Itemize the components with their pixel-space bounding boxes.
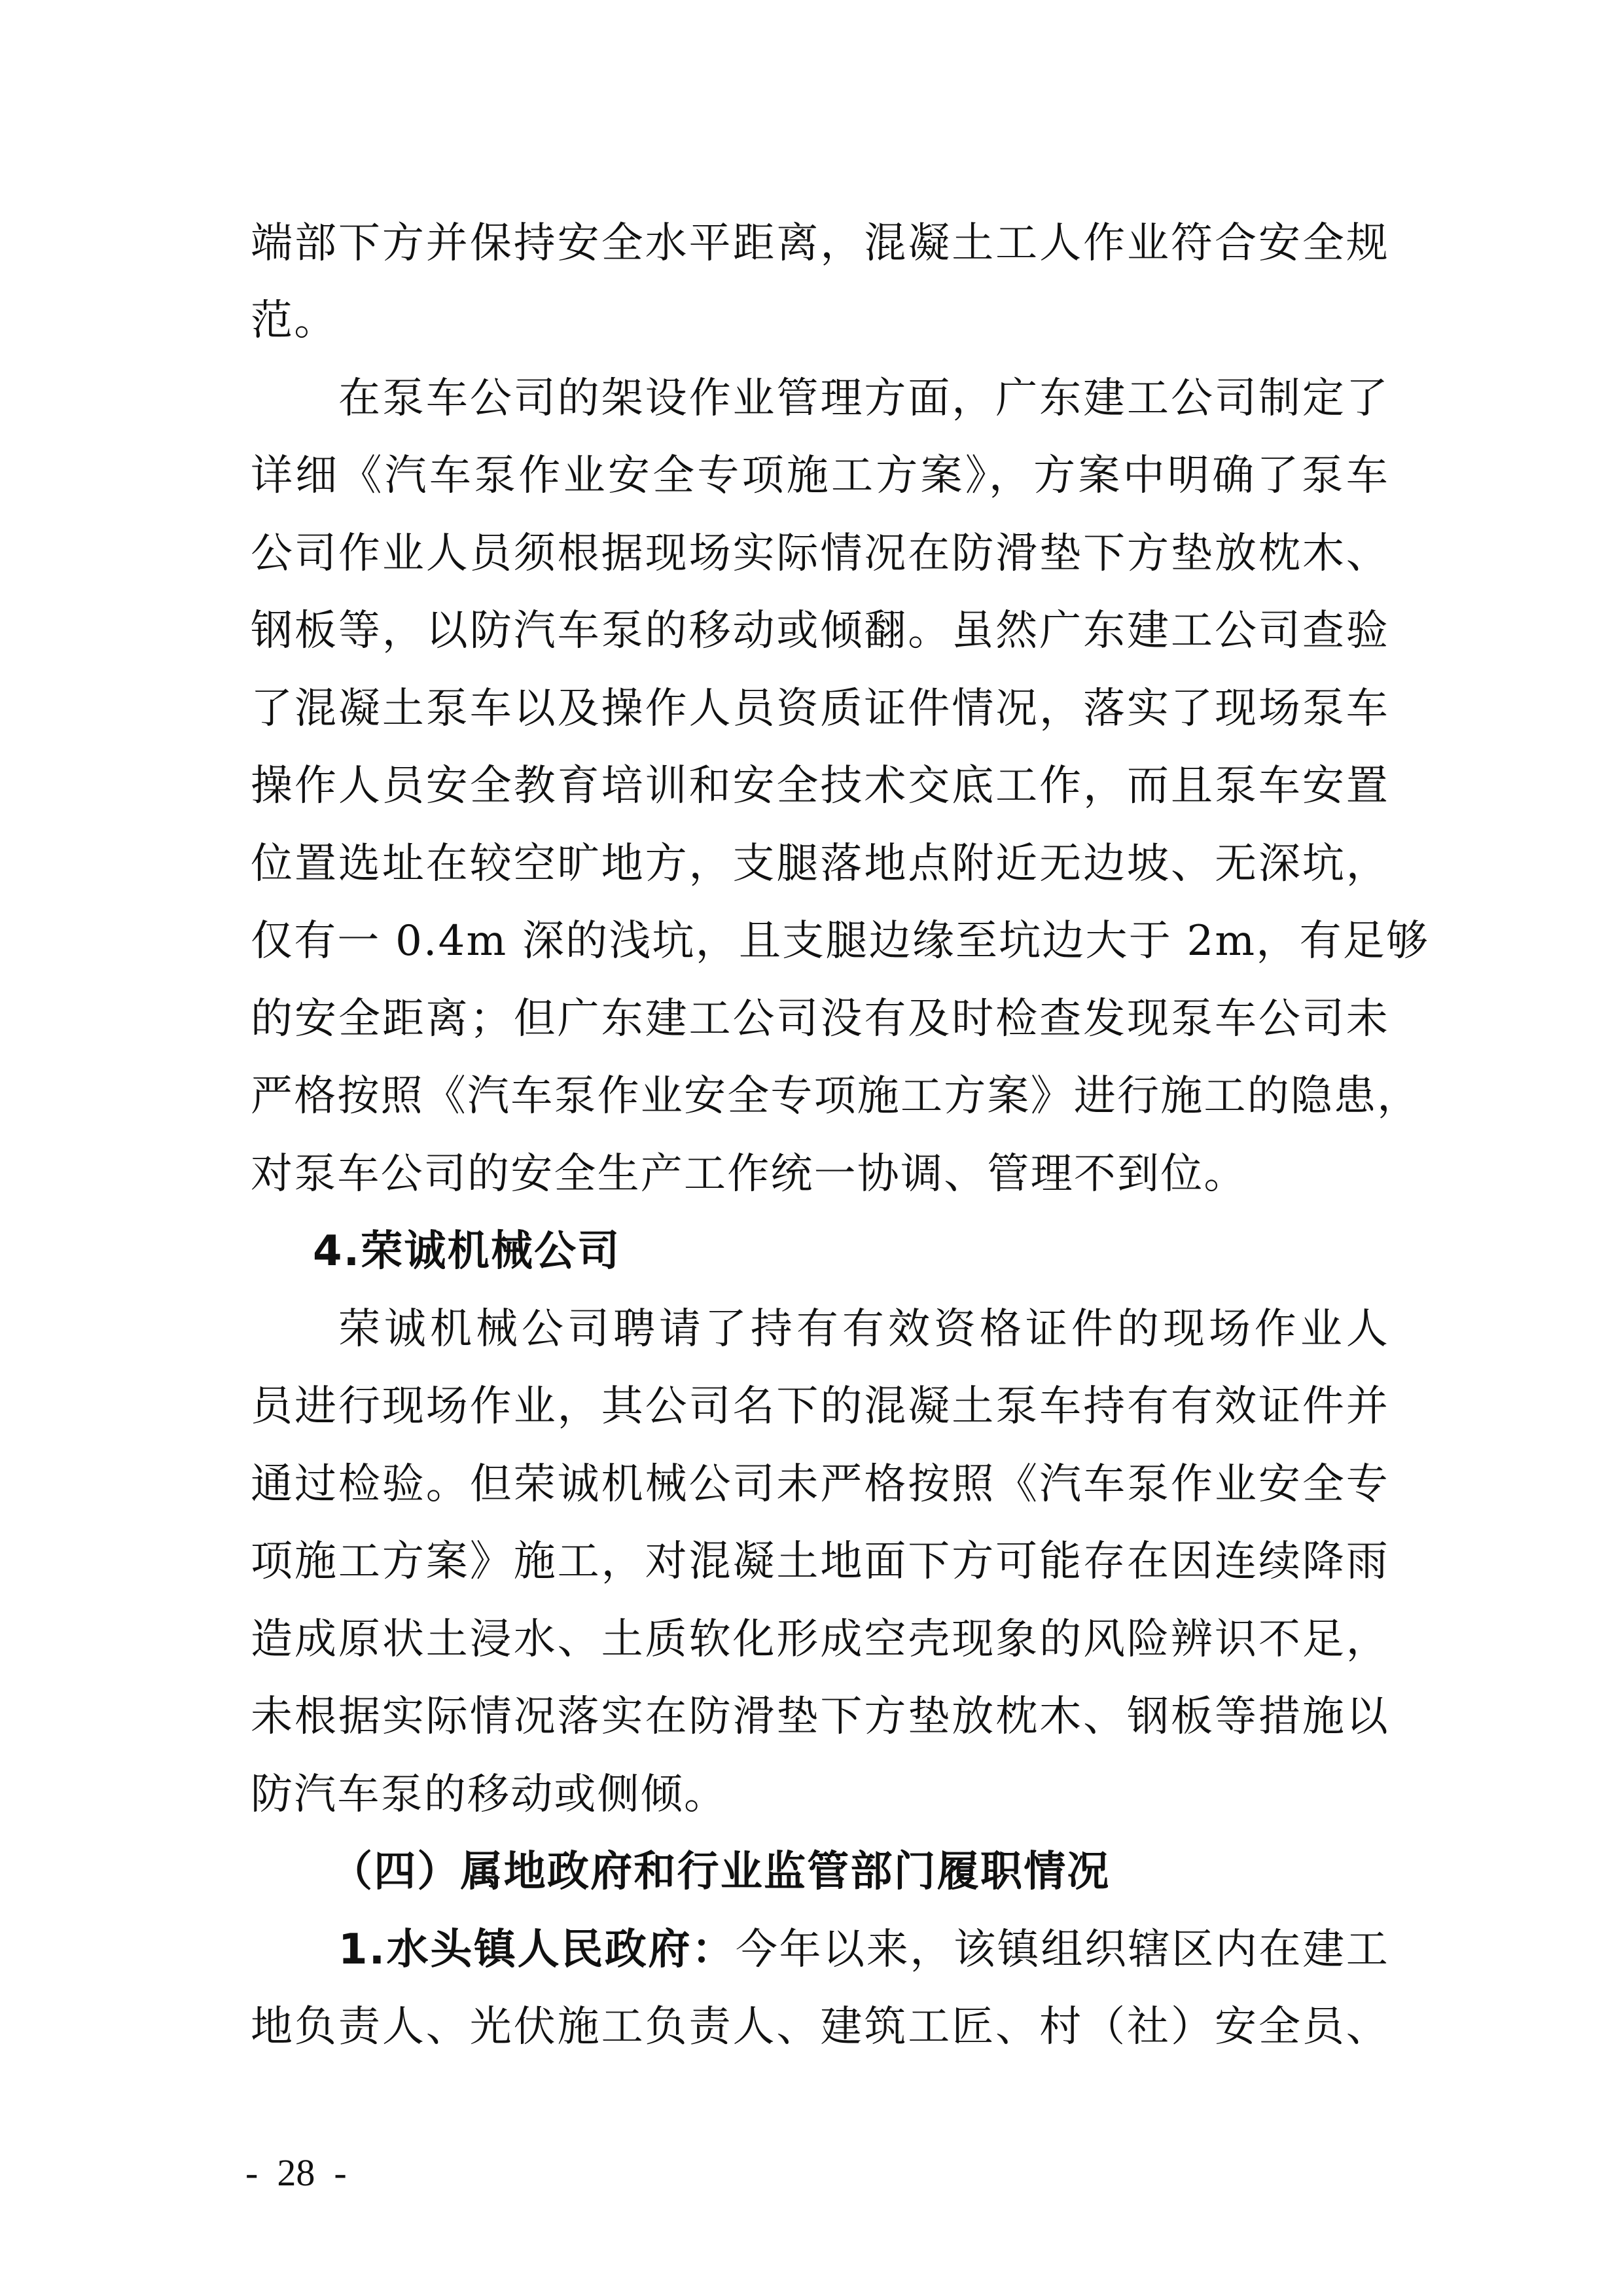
- paragraph-line: [338, 1924, 1389, 1976]
- paragraph-line: 的安全距离；但广东建工公司没有及时检查发现泵车公司未: [251, 995, 1389, 1043]
- paragraph-line: 公司作业人员须根据现场实际情况在防滑垫下方垫放枕木、: [251, 529, 1389, 578]
- section-heading: （四）属地政府和行业监管部门履职情况: [330, 1848, 1111, 1896]
- paragraph-line: 严格按照《汽车泵作业安全专项施工方案》进行施工的隐患，: [251, 1072, 1421, 1121]
- paragraph-line: 未根据实际情况落实在防滑垫下方垫放枕木、钢板等措施以: [251, 1693, 1389, 1741]
- paragraph-lead: 1.水头镇人民政府：: [338, 1926, 736, 1974]
- subsection-heading: 4.荣诚机械公司: [313, 1227, 621, 1276]
- paragraph-line: 防汽车泵的移动或侧倾。: [251, 1770, 728, 1819]
- paragraph-line: 荣诚机械公司聘请了持有有效资格证件的现场作业人: [338, 1305, 1389, 1354]
- paragraph-line: 在泵车公司的架设作业管理方面，广东建工公司制定了: [338, 374, 1389, 423]
- paragraph-line: 项施工方案》施工，对混凝土地面下方可能存在因连续降雨: [251, 1537, 1389, 1586]
- paragraph-line: 对泵车公司的安全生产工作统一协调、管理不到位。: [251, 1150, 1247, 1198]
- paragraph-line: 钢板等，以防汽车泵的移动或倾翻。虽然广东建工公司查验: [251, 607, 1389, 655]
- paragraph-text: 今年以来，该镇组织辖区内在建工: [735, 1926, 1390, 1974]
- paragraph-line: 操作人员安全教育培训和安全技术交底工作，而且泵车安置: [251, 762, 1389, 810]
- paragraph-line: 位置选址在较空旷地方，支腿落地点附近无边坡、无深坑，: [251, 840, 1389, 888]
- paragraph-line: 范。: [251, 296, 338, 345]
- paragraph-line: 通过检验。但荣诚机械公司未严格按照《汽车泵作业安全专: [251, 1460, 1389, 1509]
- paragraph-line: 造成原状土浸水、土质软化形成空壳现象的风险辨识不足，: [251, 1615, 1389, 1664]
- paragraph-line: 员进行现场作业，其公司名下的混凝土泵车持有有效证件并: [251, 1382, 1389, 1431]
- paragraph-line: 了混凝土泵车以及操作人员资质证件情况，落实了现场泵车: [251, 685, 1389, 733]
- paragraph-line: 端部下方并保持安全水平距离，混凝土工人作业符合安全规: [251, 219, 1389, 268]
- paragraph-line: 地负责人、光伏施工负责人、建筑工匠、村（社）安全员、: [251, 2003, 1389, 2051]
- paragraph-line: 仅有一 0.4m 深的浅坑，且支腿边缘至坑边大于 2m，有足够: [251, 917, 1430, 965]
- paragraph-line: 详细《汽车泵作业安全专项施工方案》，方案中明确了泵车: [251, 452, 1389, 500]
- page-number: - 28 -: [245, 2151, 347, 2194]
